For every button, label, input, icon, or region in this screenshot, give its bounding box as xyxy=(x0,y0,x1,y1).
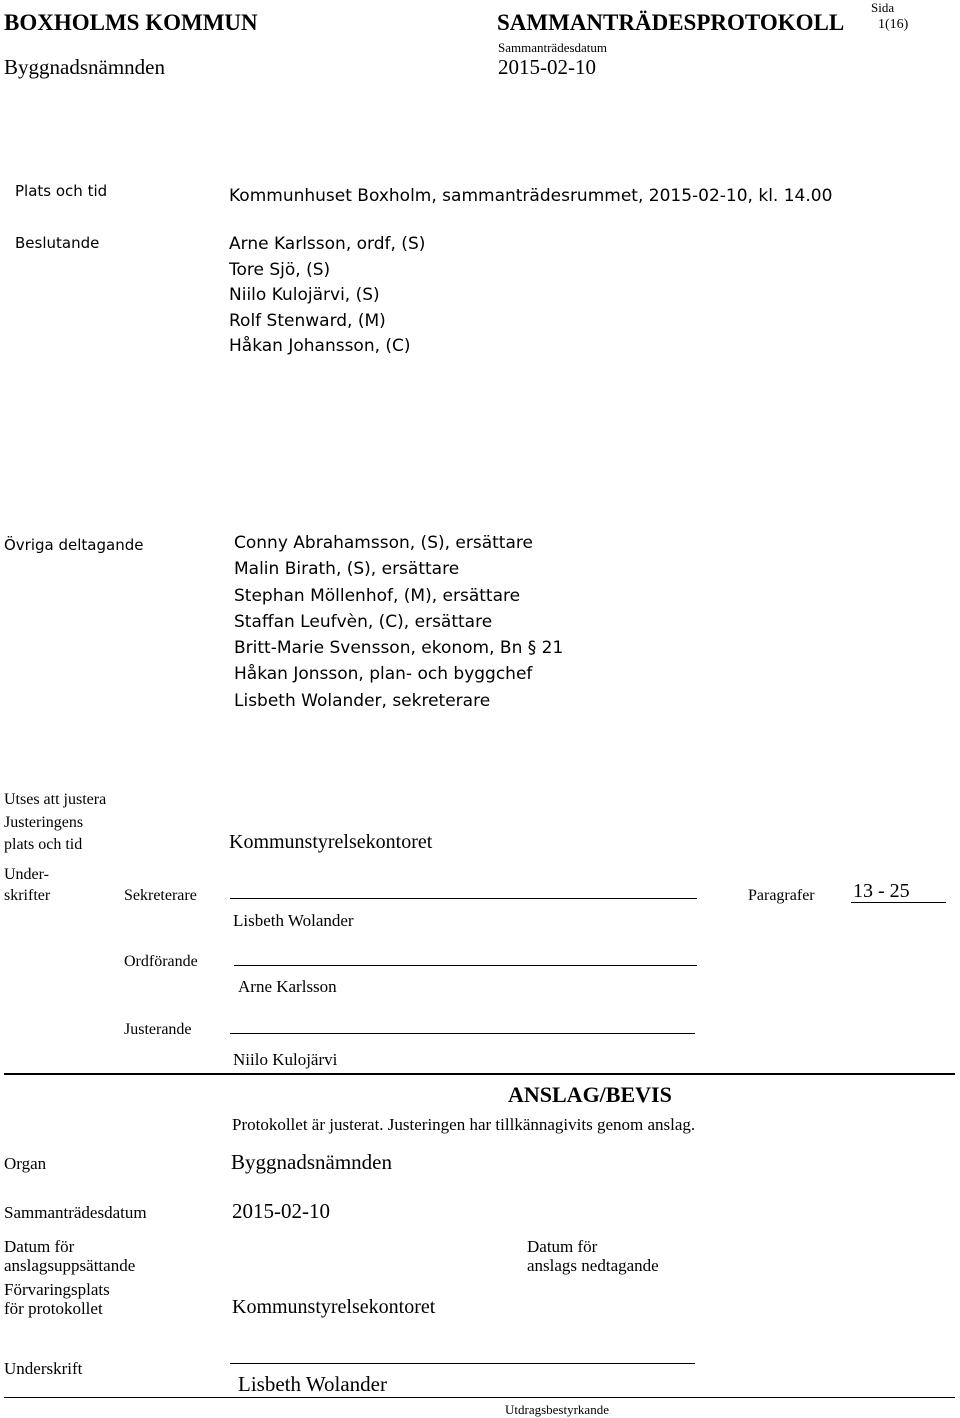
secretary-label: Sekreterare xyxy=(124,887,197,904)
meeting-date: 2015-02-10 xyxy=(498,55,596,79)
signatures-label-2: skrifter xyxy=(4,887,51,904)
paragraphs-underline xyxy=(851,902,946,903)
decision-makers-list xyxy=(229,232,425,360)
notice-title: ANSLAG/BEVIS xyxy=(508,1082,672,1107)
certification-label: Utdragsbestyrkande xyxy=(505,1402,609,1417)
participant: Malin Birath, (S), ersättare xyxy=(234,559,460,580)
meeting-date-label: Sammanträdesdatum xyxy=(498,40,608,55)
document-type: SAMMANTRÄDESPROTOKOLL xyxy=(497,10,845,35)
notice-signature-line xyxy=(230,1363,695,1364)
storage-label-1: Förvaringsplats xyxy=(4,1280,110,1299)
notice-meeting-date-value: 2015-02-10 xyxy=(232,1199,330,1223)
paragraphs-label: Paragrafer xyxy=(748,887,815,904)
organ-label: Organ xyxy=(4,1154,47,1173)
participant: Conny Abrahamsson, (S), ersättare xyxy=(234,533,533,553)
other-participants-label: Övriga deltagande xyxy=(4,536,144,554)
decision-maker: Arne Karlsson, ordf, (S) xyxy=(229,234,426,254)
adjustment-place-label-2: plats och tid xyxy=(4,836,83,853)
decision-maker: Tore Sjö, (S) xyxy=(229,259,331,280)
participant: Stephan Möllenhof, (M), ersättare xyxy=(234,585,521,606)
adjuster-label: Justerande xyxy=(124,1021,192,1038)
storage-label-2: för protokollet xyxy=(4,1299,103,1318)
appointed-adjuster-label: Utses att justera xyxy=(4,791,107,808)
notice-statement: Protokollet är justerat. Justeringen har tillkännagivits genom anslag. xyxy=(232,1115,696,1134)
participant: Lisbeth Wolander, sekreterare xyxy=(234,690,491,711)
decision-maker: Niilo Kulojärvi, (S) xyxy=(229,285,380,305)
notice-meeting-date-label: Sammanträdesdatum xyxy=(4,1203,147,1222)
adjustment-place-value: Kommunstyrelsekontoret xyxy=(229,831,433,853)
committee-name: Byggnadsnämnden xyxy=(4,55,165,79)
participant: Britt-Marie Svensson, ekonom, Bn § 21 xyxy=(234,638,564,659)
bottom-divider xyxy=(4,1397,955,1398)
removed-date-label-1: Datum för xyxy=(527,1237,598,1256)
section-divider xyxy=(4,1073,955,1075)
participant: Håkan Jonsson, plan- och byggchef xyxy=(234,664,533,685)
adjuster-signature-line xyxy=(230,1033,695,1034)
posted-date-label-1: Datum för xyxy=(4,1237,75,1256)
adjuster-name: Niilo Kulojärvi xyxy=(233,1050,338,1069)
removed-date-label-2: anslags nedtagande xyxy=(527,1256,659,1275)
chair-name: Arne Karlsson xyxy=(238,977,337,996)
chair-signature-line xyxy=(234,965,697,966)
participant: Staffan Leufvèn, (C), ersättare xyxy=(234,611,493,632)
adjustment-place-label-1: Justeringens xyxy=(4,814,84,831)
decision-makers-label: Beslutande xyxy=(15,234,100,252)
page-label: Sida xyxy=(871,0,895,15)
notice-signature-name: Lisbeth Wolander xyxy=(238,1372,387,1396)
signature-label: Underskrift xyxy=(4,1359,83,1378)
decision-maker: Håkan Johansson, (C) xyxy=(229,336,411,356)
posted-date-label-2: anslagsuppsättande xyxy=(4,1256,136,1275)
place-time-label: Plats och tid xyxy=(15,182,108,200)
other-participants-list xyxy=(234,530,563,714)
decision-maker: Rolf Stenward, (M) xyxy=(229,310,386,331)
chair-label: Ordförande xyxy=(124,953,198,970)
secretary-signature-line xyxy=(230,898,697,899)
storage-value: Kommunstyrelsekontoret xyxy=(232,1296,436,1318)
secretary-name: Lisbeth Wolander xyxy=(233,911,354,930)
signatures-label-1: Under- xyxy=(4,866,49,883)
municipality-name: BOXHOLMS KOMMUN xyxy=(4,10,258,35)
paragraphs-value: 13 - 25 xyxy=(853,880,910,902)
organ-value: Byggnadsnämnden xyxy=(231,1150,392,1174)
place-time-value: Kommunhuset Boxholm, sammanträdesrummet, 2015-02-10, kl. 14.00 xyxy=(229,186,833,206)
page-number: 1(16) xyxy=(878,17,909,32)
